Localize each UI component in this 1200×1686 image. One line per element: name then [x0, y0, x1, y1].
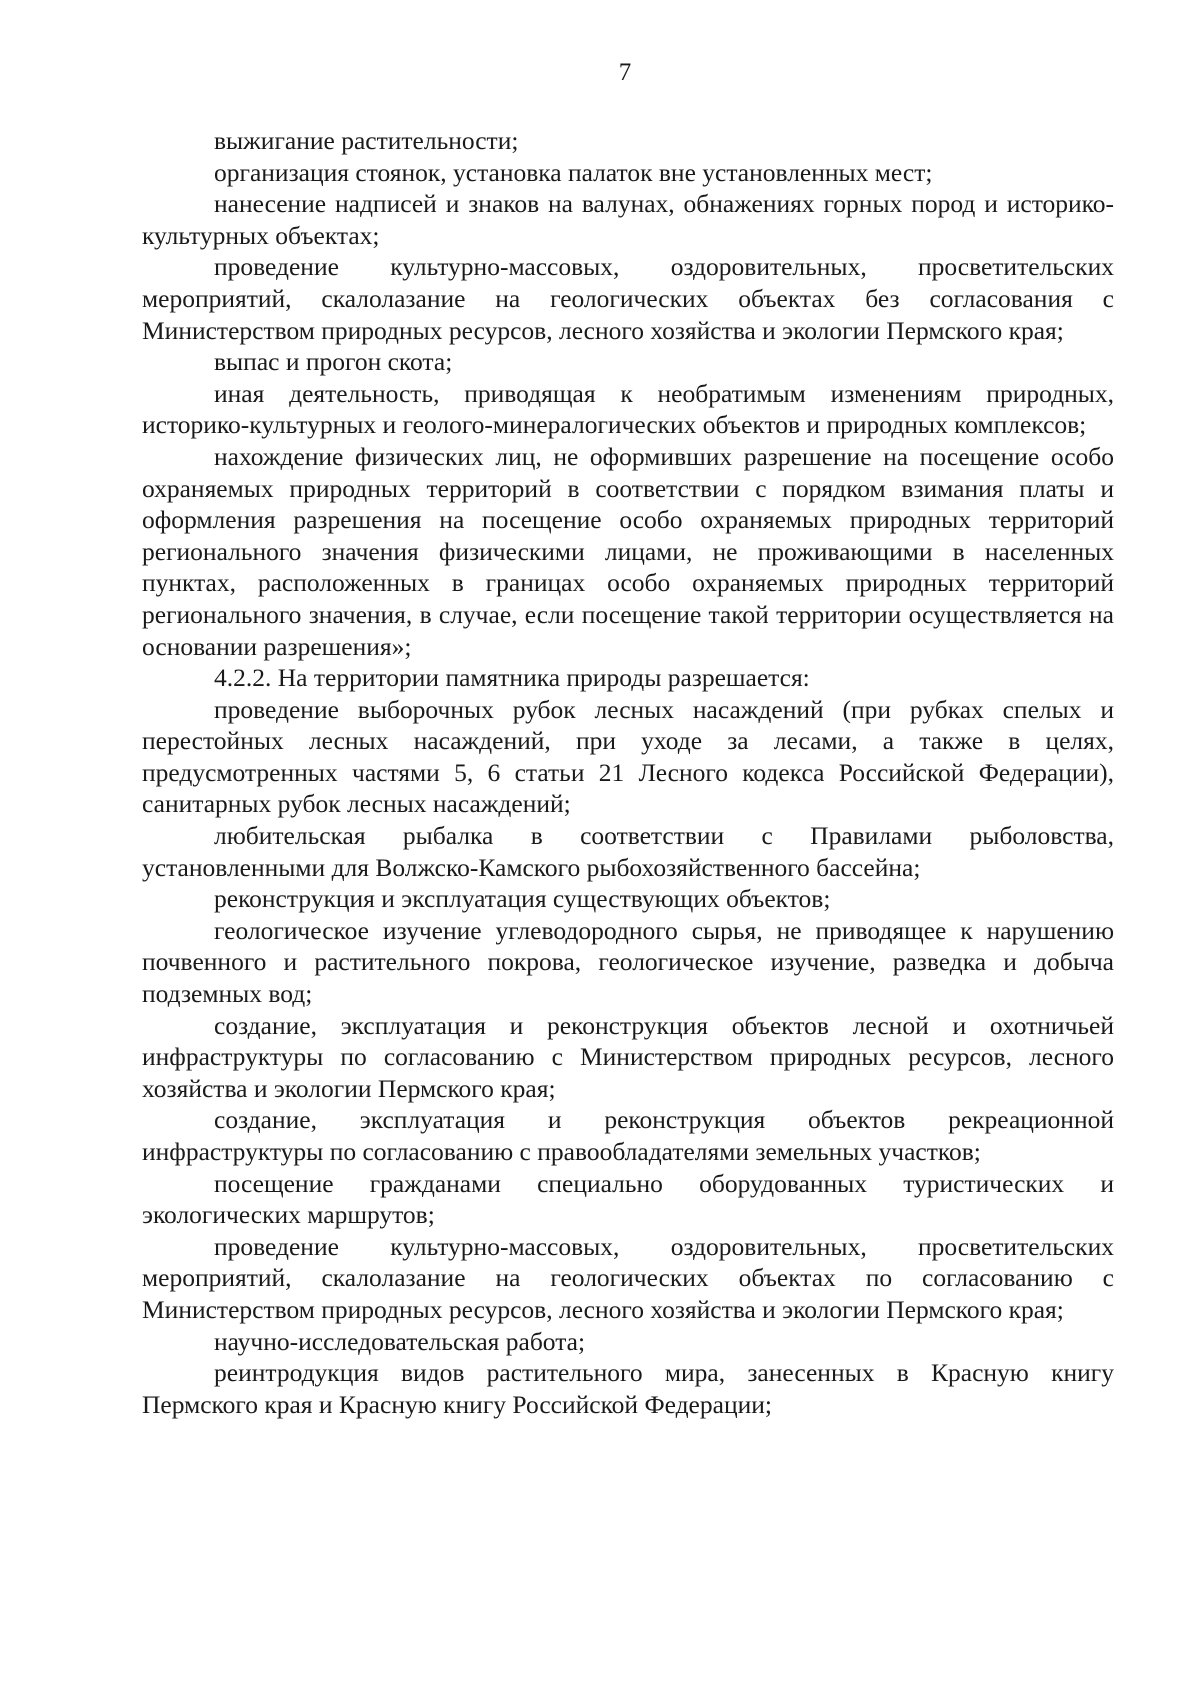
paragraph: посещение гражданами специально оборудованных туристических и экологических маршрутов;	[142, 1168, 1114, 1230]
document-body	[142, 125, 1114, 1420]
paragraph: реконструкция и эксплуатация существующих объектов;	[214, 884, 831, 914]
paragraph: выжигание растительности;	[214, 126, 519, 155]
paragraph: проведение выборочных рубок лесных насаждений (при рубках спелых и перестойных лесных насаждений, при уходе за лесами, а также в целях, предусмотренных частями 5, 6 статьи 21 Лесного кодекса Российской Федерации), санитарных рубок лесных насаждений;	[142, 694, 1114, 819]
paragraph: создание, эксплуатация и реконструкция объектов лесной и охотничьей инфраструктуры по согласованию с Министерством природных ресурсов, лесного хозяйства и экологии Пермского края;	[142, 1010, 1114, 1103]
paragraph: нахождение физических лиц, не оформивших разрешение на посещение особо охраняемых природных территорий в соответствии с порядком взимания платы и оформления разрешения на посещение особо охраняемых природных территорий регионального значения физическими лицами, не проживающими в населенных пунктах, расположенных в границах особо охраняемых природных территорий регионального значения, в случае, если посещение такой территории осуществляется на основании разрешения»;	[142, 441, 1114, 661]
paragraph: любительская рыбалка в соответствии с Правилами рыболовства, установленными для Волжско-Камского рыбохозяйственного бассейна;	[142, 821, 1114, 882]
paragraph: иная деятельность, приводящая к необратимым изменениям природных, историко-культурных и геолого-минералогических объектов и природных комплексов;	[142, 378, 1114, 440]
section-heading: 4.2.2. На территории памятника природы разрешается:	[214, 663, 810, 693]
paragraph: проведение культурно-массовых, оздоровительных, просветительских мероприятий, скалолазание на геологических объектах без согласования с Министерством природных ресурсов, лесного хозяйства и экологии Пермского края;	[142, 252, 1114, 345]
paragraph: нанесение надписей и знаков на валунах, обнажениях горных пород и историко-культурных объектах;	[142, 189, 1114, 250]
paragraph: научно-исследовательская работа;	[214, 1326, 586, 1356]
paragraph: реинтродукция видов растительного мира, занесенных в Красную книгу Пермского края и Красную книгу Российской Федерации;	[142, 1358, 1114, 1419]
paragraph: создание, эксплуатация и реконструкция объектов рекреационной инфраструктуры по согласованию с правообладателями земельных участков;	[142, 1105, 1114, 1166]
page-number: 7	[618, 59, 632, 86]
paragraph: проведение культурно-массовых, оздоровительных, просветительских мероприятий, скалолазание на геологических объектах по согласованию с Министерством природных ресурсов, лесного хозяйства и экологии Пермского края;	[142, 1231, 1114, 1324]
paragraph: выпас и прогон скота;	[214, 347, 453, 377]
paragraph: организация стоянок, установка палаток вне установленных мест;	[214, 157, 933, 187]
paragraph: геологическое изучение углеводородного сырья, не приводящее к нарушению почвенного и растительного покрова, геологическое изучение, разведка и добыча подземных вод;	[142, 915, 1114, 1009]
